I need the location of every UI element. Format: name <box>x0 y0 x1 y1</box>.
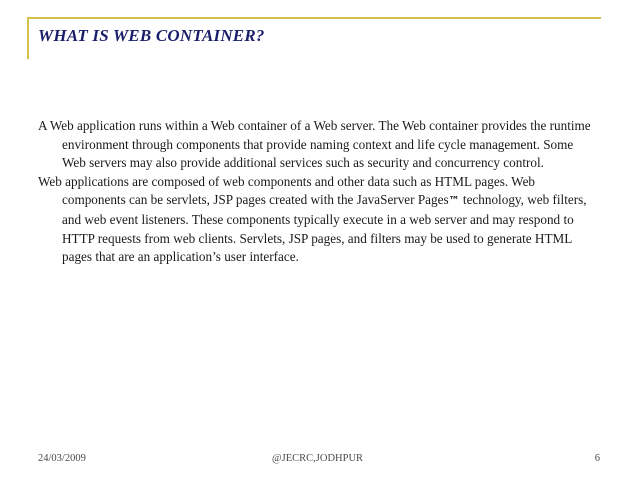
slide-title: WHAT IS WEB CONTAINER? <box>38 26 265 45</box>
paragraph-web-applications <box>38 173 598 267</box>
footer-date: 24/03/2009 <box>38 453 86 464</box>
slide-body <box>38 117 598 267</box>
footer-organization: @JECRC,JODHPUR <box>272 453 364 464</box>
paragraph-web-applications-part2: technology, web filters, and web event listeners. These components typically execute in a web server and may respond to HTTP requests from web clients. Servlets, JSP pages, and filters may be used to generate HTML pages that are an application’s user interface. <box>62 192 587 265</box>
paragraph-web-container: A Web application runs within a Web container of a Web server. The Web container provides the runtime environment through components that provide naming context and life cycle management. Some Web servers may also provide additional services such as security and concurrency control. <box>38 118 591 171</box>
trademark-symbol: ™ <box>448 194 460 208</box>
paragraph-web-applications-part1: Web applications are composed of web components and other data such as HTML pages. Web components can be servlets, JSP pages created with the JavaServer Pages <box>38 173 536 208</box>
footer-page-number: 6 <box>594 453 600 464</box>
title-accent-rule-horizontal <box>27 17 601 19</box>
title-accent-rule-vertical <box>27 17 29 59</box>
